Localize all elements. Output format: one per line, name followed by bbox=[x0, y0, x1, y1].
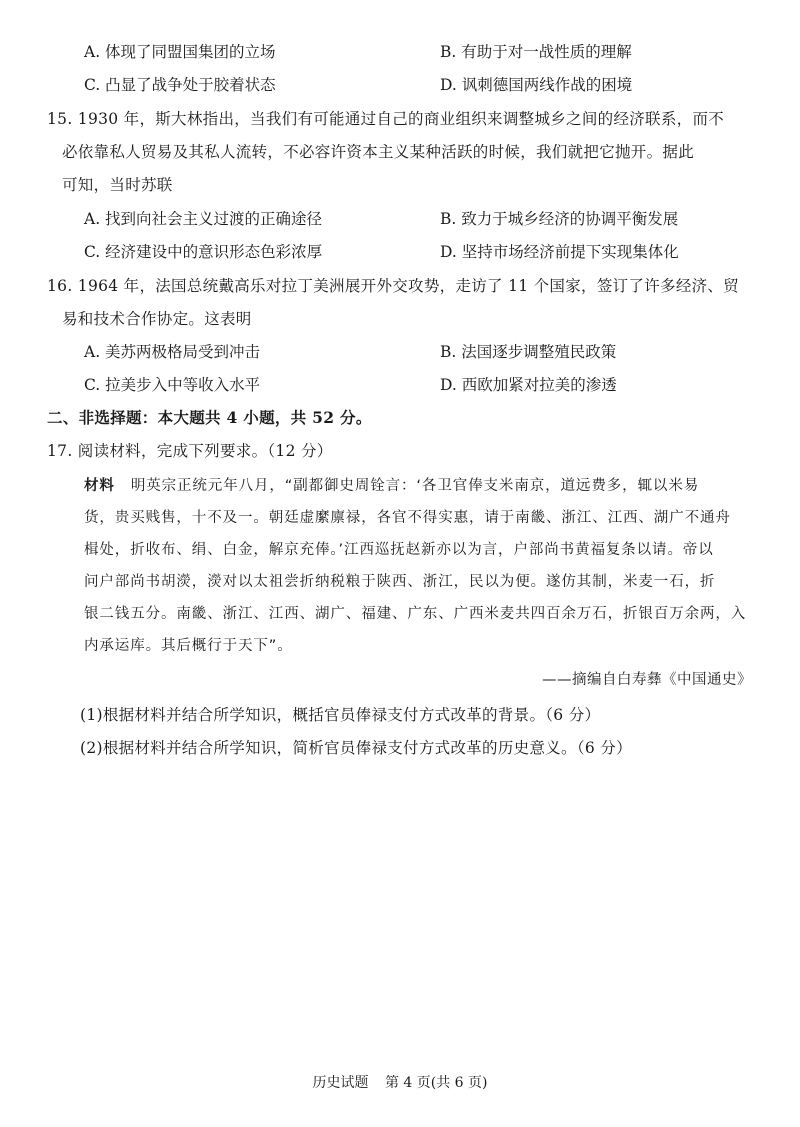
q16-stem-line-1: 16. 1964 年，法国总统戴高乐对拉丁美洲展开外交攻势，走访了 11 个国家，签订了许多经济、贸 bbox=[47, 277, 740, 295]
q17-sub-question-2: (2)根据材料并结合所学知识，简析官员俸禄支付方式改革的历史意义。（6 分） bbox=[80, 739, 632, 757]
q15-stem-line-3: 可知，当时苏联 bbox=[62, 176, 173, 194]
q17-source: ——摘编自白寿彝《中国通史》 bbox=[542, 672, 752, 688]
q14-option-c: C. 凸显了战争处于胶着状态 bbox=[84, 76, 276, 94]
q17-material-line-3: 楫处，折收布、绢、白金，解京充俸。’江西巡抚赵新亦以为言，户部尚书黄福复条以请。帝以 bbox=[84, 542, 714, 558]
material-text-1: 明英宗正统元年八月，“副都御史周铨言：‘各卫官俸支米南京，道远费多，辄以米易 bbox=[130, 478, 700, 494]
q15-stem-line-1: 15. 1930 年，斯大林指出，当我们有可能通过自己的商业组织来调整城乡之间的经济联系，而不 bbox=[47, 110, 725, 128]
page-footer bbox=[0, 1072, 800, 1092]
q15-option-d: D. 坚持市场经济前提下实现集体化 bbox=[440, 243, 679, 261]
material-label: 材料 bbox=[84, 478, 115, 494]
q14-option-b: B. 有助于对一战性质的理解 bbox=[440, 43, 632, 61]
q17-material-line-1 bbox=[84, 474, 699, 495]
q16-option-c: C. 拉美步入中等收入水平 bbox=[84, 376, 261, 394]
q15-option-a: A. 找到向社会主义过渡的正确途径 bbox=[84, 210, 323, 228]
q14-option-a: A. 体现了同盟国集团的立场 bbox=[84, 43, 276, 61]
q17-material-line-5: 银二钱五分。南畿、浙江、江西、湖广、福建、广东、广西米麦共四百余万石，折银百万余两，入 bbox=[84, 606, 747, 622]
q16-option-a: A. 美苏两极格局受到冲击 bbox=[84, 343, 261, 361]
q17-material-line-4: 问户部尚书胡濙，濙对以太祖尝折纳税粮于陕西、浙江，民以为便。遂仿其制，米麦一石，折 bbox=[84, 574, 716, 590]
q15-option-c: C. 经济建设中的意识形态色彩浓厚 bbox=[84, 243, 323, 261]
q15-stem-line-2: 必依靠私人贸易及其私人流转，不必容许资本主义某种活跃的时候，我们就把它抛开。据此 bbox=[62, 143, 695, 161]
footer-page-number: 第 4 页(共 6 页) bbox=[384, 1075, 488, 1091]
q16-option-d: D. 西欧加紧对拉美的渗透 bbox=[440, 376, 617, 394]
q14-option-d: D. 讽刺德国两线作战的困境 bbox=[440, 76, 633, 94]
footer-subject: 历史试题 bbox=[312, 1075, 369, 1091]
q17-material-line-6: 内承运库。其后概行于天下”。 bbox=[84, 638, 293, 654]
q16-option-b: B. 法国逐步调整殖民政策 bbox=[440, 343, 617, 361]
q17-sub-question-1: (1)根据材料并结合所学知识，概括官员俸禄支付方式改革的背景。（6 分） bbox=[80, 706, 601, 724]
q16-stem-line-2: 易和技术合作协定。这表明 bbox=[62, 310, 252, 328]
section-2-title: 二、非选择题：本大题共 4 小题，共 52 分。 bbox=[47, 408, 372, 427]
q17-material-line-2: 货，贵买贱售，十不及一。朝廷虚縻廪禄，各官不得实惠，请于南畿、浙江、江西、湖广不通舟 bbox=[84, 510, 731, 526]
q17-stem: 17. 阅读材料，完成下列要求。（12 分） bbox=[47, 442, 333, 460]
q15-option-b: B. 致力于城乡经济的协调平衡发展 bbox=[440, 210, 679, 228]
